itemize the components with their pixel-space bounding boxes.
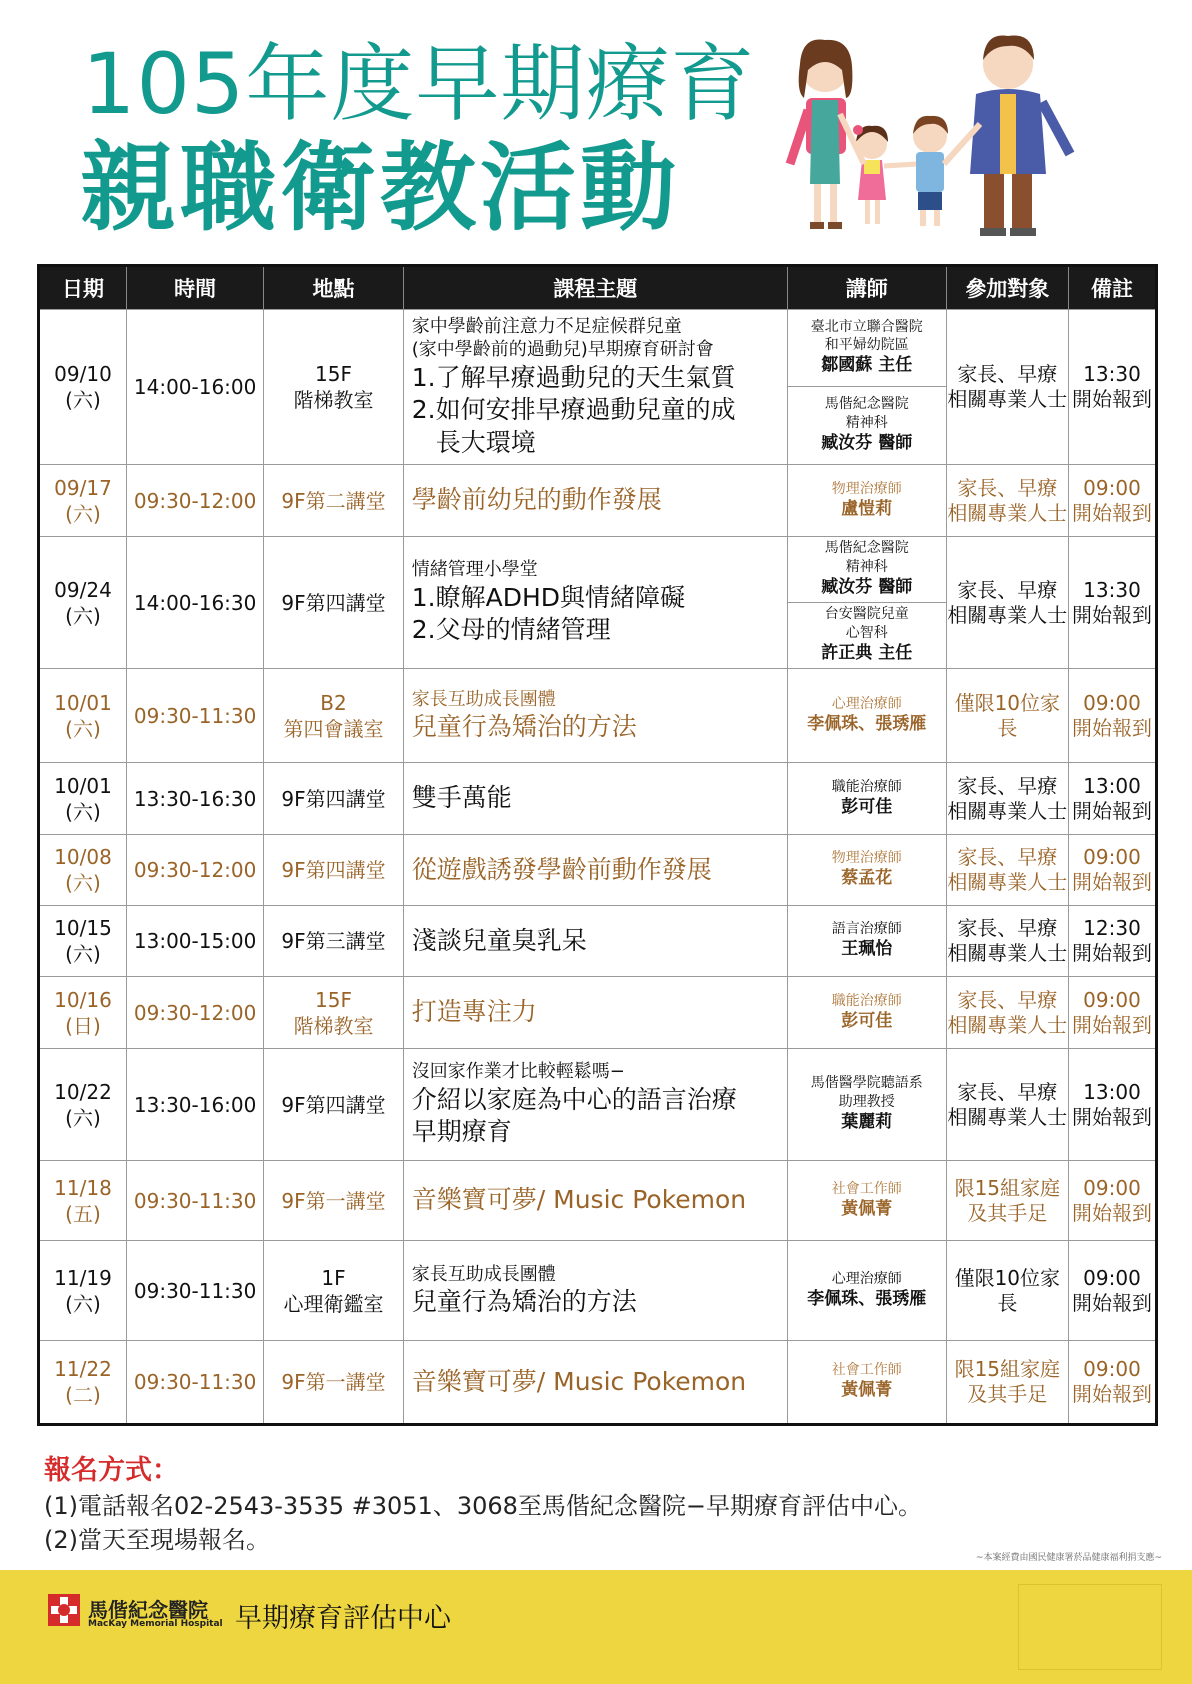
note-cell: 12:30 開始報到 <box>1068 906 1156 977</box>
place-cell: 9F第四講堂 <box>264 1049 403 1161</box>
place-cell: B2 第四會議室 <box>264 669 403 763</box>
family-illustration <box>780 14 1120 254</box>
time-cell: 09:30-12:00 <box>126 465 263 537</box>
audience-cell: 限15組家庭 及其手足 <box>946 1341 1068 1425</box>
topic-cell: 家長互助成長團體 兒童行為矯治的方法 <box>403 1241 787 1341</box>
audience-cell: 家長、早療 相關專業人士 <box>946 906 1068 977</box>
time-cell: 14:00-16:30 <box>126 537 263 669</box>
topic-cell: 情緒管理小學堂 1.瞭解ADHD與情緒障礙 2.父母的情緒管理 <box>403 537 787 669</box>
note-cell: 13:00 開始報到 <box>1068 763 1156 835</box>
registration-line-1: (1)電話報名02-2543-3535 #3051、3068至馬偕紀念醫院−早期療育評估中心。 <box>44 1492 923 1520</box>
time-cell: 13:30-16:00 <box>126 1049 263 1161</box>
qr-placeholder <box>1018 1584 1162 1670</box>
table-row <box>39 1241 1157 1341</box>
time-cell: 13:30-16:30 <box>126 763 263 835</box>
topic-cell: 音樂寶可夢/ Music Pokemon <box>403 1341 787 1425</box>
title-line-2: 親職衛教活動 <box>80 132 680 244</box>
audience-cell: 家長、早療 相關專業人士 <box>946 977 1068 1049</box>
instructor-cell: 馬偕醫學院聽語系 助理教授 葉麗莉 <box>787 1049 946 1161</box>
header-time: 時間 <box>126 266 263 310</box>
date-cell: 09/24 (六) <box>39 537 127 669</box>
place-cell: 9F第三講堂 <box>264 906 403 977</box>
table-row <box>39 763 1157 835</box>
header-date: 日期 <box>39 266 127 310</box>
schedule-table <box>37 264 1158 1426</box>
topic-cell: 學齡前幼兒的動作發展 <box>403 465 787 537</box>
table-row <box>39 906 1157 977</box>
header-topic: 課程主題 <box>403 266 787 310</box>
audience-cell: 家長、早療 相關專業人士 <box>946 465 1068 537</box>
date-cell: 11/22 (二) <box>39 1341 127 1425</box>
instructor-cell: 社會工作師 黃佩菁 <box>787 1341 946 1425</box>
time-cell: 13:00-15:00 <box>126 906 263 977</box>
header-instructor: 講師 <box>787 266 946 310</box>
place-cell: 9F第一講堂 <box>264 1341 403 1425</box>
place-cell: 15F 階梯教室 <box>264 310 403 465</box>
place-cell: 9F第二講堂 <box>264 465 403 537</box>
topic-cell: 家中學齡前注意力不足症候群兒童 (家中學齡前的過動兒)早期療育研討會 1.了解早療過動兒的天生氣質 2.如何安排早療過動兒童的成 長大環境 <box>403 310 787 465</box>
time-cell: 09:30-11:30 <box>126 1341 263 1425</box>
audience-cell: 家長、早療 相關專業人士 <box>946 1049 1068 1161</box>
audience-cell: 家長、早療 相關專業人士 <box>946 310 1068 465</box>
note-cell: 09:00 開始報到 <box>1068 669 1156 763</box>
date-cell: 10/15 (六) <box>39 906 127 977</box>
date-cell: 09/10 (六) <box>39 310 127 465</box>
header-note: 備註 <box>1068 266 1156 310</box>
instructor-cell: 物理治療師 盧愷莉 <box>787 465 946 537</box>
table-row <box>39 310 1157 465</box>
table-row <box>39 835 1157 906</box>
topic-cell: 沒回家作業才比較輕鬆嗎− 介紹以家庭為中心的語言治療 早期療育 <box>403 1049 787 1161</box>
place-cell: 1F 心理衛鑑室 <box>264 1241 403 1341</box>
table-row <box>39 1049 1157 1161</box>
note-cell: 09:00 開始報到 <box>1068 1161 1156 1241</box>
hospital-logo-icon <box>48 1594 80 1626</box>
topic-cell: 音樂寶可夢/ Music Pokemon <box>403 1161 787 1241</box>
instructor-cell: 職能治療師 彭可佳 <box>787 763 946 835</box>
instructor-cell: 馬偕紀念醫院 精神科 臧汝芬 醫師 台安醫院兒童 心智科 許正典 主任 <box>787 537 946 669</box>
header-audience: 參加對象 <box>946 266 1068 310</box>
table-row <box>39 669 1157 763</box>
registration-line-2: (2)當天至現場報名。 <box>44 1526 270 1554</box>
topic-cell: 從遊戲誘發學齡前動作發展 <box>403 835 787 906</box>
table-row <box>39 977 1157 1049</box>
time-cell: 09:30-11:30 <box>126 1241 263 1341</box>
title-line-1: 105年度早期療育 <box>82 35 756 133</box>
note-cell: 09:00 開始報到 <box>1068 465 1156 537</box>
hospital-name-en: MacKay Memorial Hospital <box>88 1619 223 1629</box>
note-cell: 13:30 開始報到 <box>1068 537 1156 669</box>
date-cell: 10/22 (六) <box>39 1049 127 1161</box>
instructor-cell: 心理治療師 李佩珠、張琇雁 <box>787 669 946 763</box>
audience-cell: 僅限10位家長 <box>946 669 1068 763</box>
note-cell: 13:00 開始報到 <box>1068 1049 1156 1161</box>
registration-heading: 報名方式： <box>44 1455 179 1486</box>
time-cell: 09:30-11:30 <box>126 669 263 763</box>
center-name: 早期療育評估中心 <box>235 1603 451 1634</box>
date-cell: 10/16 (日) <box>39 977 127 1049</box>
place-cell: 15F 階梯教室 <box>264 977 403 1049</box>
table-row <box>39 1341 1157 1425</box>
date-cell: 09/17 (六) <box>39 465 127 537</box>
time-cell: 14:00-16:00 <box>126 310 263 465</box>
audience-cell: 家長、早療 相關專業人士 <box>946 835 1068 906</box>
place-cell: 9F第四講堂 <box>264 763 403 835</box>
note-cell: 09:00 開始報到 <box>1068 1241 1156 1341</box>
time-cell: 09:30-11:30 <box>126 1161 263 1241</box>
note-cell: 13:30 開始報到 <box>1068 310 1156 465</box>
audience-cell: 限15組家庭 及其手足 <box>946 1161 1068 1241</box>
table-row <box>39 465 1157 537</box>
instructor-cell: 心理治療師 李佩珠、張琇雁 <box>787 1241 946 1341</box>
time-cell: 09:30-12:00 <box>126 977 263 1049</box>
instructor-cell: 職能治療師 彭可佳 <box>787 977 946 1049</box>
instructor-cell: 物理治療師 蔡孟花 <box>787 835 946 906</box>
topic-cell: 家長互助成長團體 兒童行為矯治的方法 <box>403 669 787 763</box>
note-cell: 09:00 開始報到 <box>1068 1341 1156 1425</box>
date-cell: 11/19 (六) <box>39 1241 127 1341</box>
place-cell: 9F第四講堂 <box>264 537 403 669</box>
header-place: 地點 <box>264 266 403 310</box>
hospital-name-cn: 馬偕紀念醫院 <box>88 1598 208 1622</box>
topic-cell: 淺談兒童臭乳呆 <box>403 906 787 977</box>
audience-cell: 家長、早療 相關專業人士 <box>946 763 1068 835</box>
instructor-cell: 社會工作師 黃佩菁 <box>787 1161 946 1241</box>
time-cell: 09:30-12:00 <box>126 835 263 906</box>
date-cell: 10/08 (六) <box>39 835 127 906</box>
instructor-cell: 臺北市立聯合醫院 和平婦幼院區 鄒國蘇 主任 馬偕紀念醫院 精神科 臧汝芬 醫師 <box>787 310 946 465</box>
table-row <box>39 1161 1157 1241</box>
topic-cell: 雙手萬能 <box>403 763 787 835</box>
place-cell: 9F第四講堂 <box>264 835 403 906</box>
audience-cell: 家長、早療 相關專業人士 <box>946 537 1068 669</box>
note-cell: 09:00 開始報到 <box>1068 977 1156 1049</box>
date-cell: 10/01 (六) <box>39 669 127 763</box>
instructor-cell: 語言治療師 王珮怡 <box>787 906 946 977</box>
date-cell: 10/01 (六) <box>39 763 127 835</box>
funding-note: ~本案經費由國民健康署菸品健康福利捐支應~ <box>975 1553 1162 1563</box>
date-cell: 11/18 (五) <box>39 1161 127 1241</box>
topic-cell: 打造專注力 <box>403 977 787 1049</box>
note-cell: 09:00 開始報到 <box>1068 835 1156 906</box>
audience-cell: 僅限10位家長 <box>946 1241 1068 1341</box>
table-header-row <box>39 266 1157 310</box>
table-row <box>39 537 1157 669</box>
place-cell: 9F第一講堂 <box>264 1161 403 1241</box>
